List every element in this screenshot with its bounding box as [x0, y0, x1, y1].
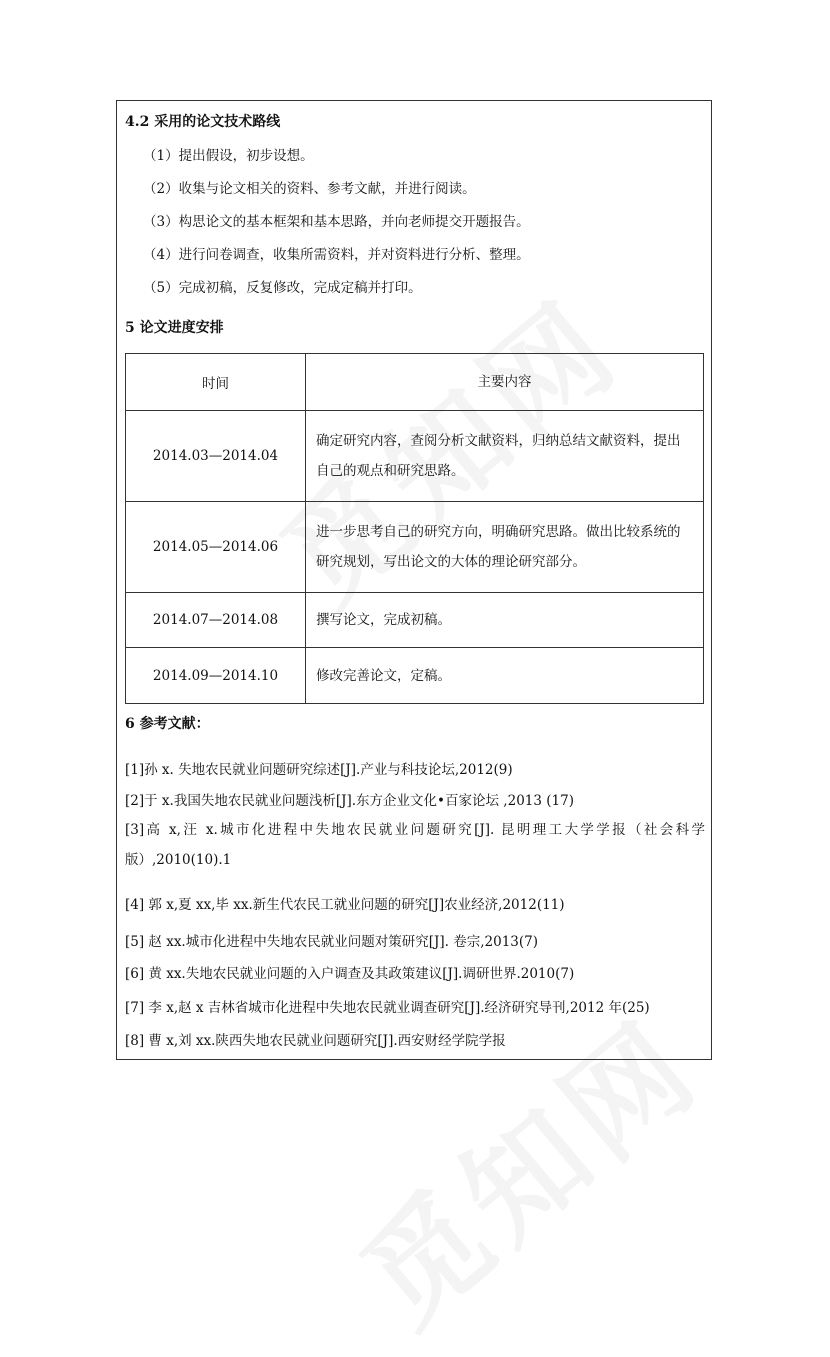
- row-content: 确定研究内容，查阅分析文献资料，归纳总结文献资料，提出自己的观点和研究思路。: [306, 411, 704, 502]
- table-row: [126, 648, 704, 704]
- step-item: （4）进行问卷调查，收集所需资料，并对资料进行分析、整理。: [143, 247, 530, 263]
- reference-item: [7] 李 x,赵 x 吉林省城市化进程中失地农民就业调查研究[J].经济研究导刊,2012 年(25): [125, 1000, 650, 1016]
- column-header-time: 时间: [126, 354, 306, 411]
- section-heading-6: 6 参考文献：: [125, 716, 210, 732]
- step-item: （3）构思论文的基本框架和基本思路，并向老师提交开题报告。: [143, 214, 530, 230]
- reference-item: [2]于 x.我国失地农民就业问题浅析[J].东方企业文化•百家论坛 ,2013 (17): [125, 793, 574, 809]
- step-item: （5）完成初稿，反复修改，完成定稿并打印。: [143, 280, 422, 296]
- column-header-content: 主要内容: [306, 354, 704, 411]
- reference-item: [4] 郭 x,夏 xx,毕 xx.新生代农民工就业问题的研究[J]农业经济,2012(11): [125, 897, 565, 913]
- table-row: [126, 502, 704, 593]
- section-heading-4-2: 4.2 采用的论文技术路线: [125, 114, 281, 130]
- row-time: 2014.07—2014.08: [126, 593, 306, 648]
- row-time: 2014.09—2014.10: [126, 648, 306, 704]
- schedule-table: [125, 353, 704, 704]
- row-content: 修改完善论文，定稿。: [306, 648, 704, 704]
- table-row: [126, 593, 704, 648]
- section-heading-5: 5 论文进度安排: [125, 320, 224, 336]
- table-header-row: [126, 354, 704, 411]
- reference-item: [8] 曹 x,刘 xx.陕西失地农民就业问题研究[J].西安财经学院学报: [125, 1033, 506, 1049]
- row-content: 撰写论文，完成初稿。: [306, 593, 704, 648]
- table-row: [126, 411, 704, 502]
- reference-item: [6] 黄 xx.失地农民就业问题的入户调查及其政策建议[J].调研世界.2010(7): [125, 966, 575, 982]
- step-item: （1）提出假设，初步设想。: [143, 148, 314, 164]
- reference-item: [5] 赵 xx.城市化进程中失地农民就业问题对策研究[J]. 卷宗,2013(7): [125, 934, 539, 950]
- reference-item: [3]高 x,汪 x.城市化进程中失地农民就业问题研究[J]. 昆明理工大学学报（社会科学版）,2010(10).1: [125, 822, 705, 868]
- row-content: 进一步思考自己的研究方向，明确研究思路。做出比较系统的研究规划，写出论文的大体的理论研究部分。: [306, 502, 704, 593]
- row-time: 2014.03—2014.04: [126, 411, 306, 502]
- step-item: （2）收集与论文相关的资料、参考文献，并进行阅读。: [143, 181, 476, 197]
- reference-item: [1]孙 x. 失地农民就业问题研究综述[J].产业与科技论坛,2012(9): [125, 762, 513, 778]
- row-time: 2014.05—2014.06: [126, 502, 306, 593]
